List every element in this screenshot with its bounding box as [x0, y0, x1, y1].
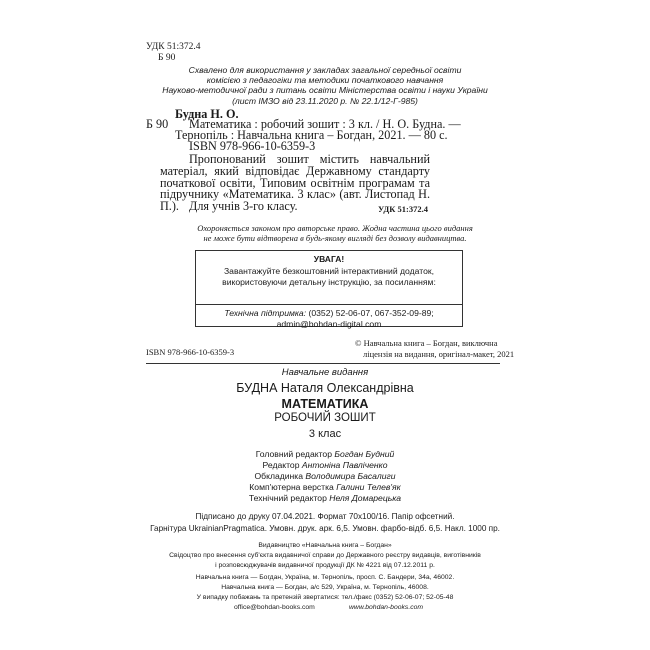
approval-line: Схвалено для використання у закладах загальної середньої освіти [188, 65, 462, 75]
notice-title: УВАГА! [313, 254, 345, 264]
catalog-author: Будна Н. О. [175, 107, 239, 121]
imprint-subtitle: РОБОЧИЙ ЗОШИТ [274, 412, 376, 424]
publisher-website[interactable]: www.bohdan-books.com [349, 604, 424, 611]
credit-role: Комп'ютерна верстка [249, 482, 337, 492]
approval-line: (лист ІМЗО від 23.11.2020 р. № 22.1/12-Г-985) [232, 96, 418, 106]
catalog-audience: Для учнів 3-го класу. [189, 199, 298, 213]
catalog-code: Б 90 [146, 117, 169, 131]
catalog-udk: УДК 51:372.4 [378, 204, 428, 214]
credit-line [0, 483, 650, 492]
publisher-email[interactable]: office@bohdan-books.com [234, 604, 315, 611]
copyright-notice: Охороняється законом про авторське право. Жодна частина цього видання [197, 223, 473, 233]
notice-line: Завантажуйте безкоштовний інтерактивний додаток, [223, 266, 435, 276]
divider [146, 363, 500, 364]
support-email[interactable]: admin@bohdan-digital.com [276, 319, 382, 329]
isbn-bottom: ISBN 978-966-10-6359-3 [146, 347, 235, 357]
credit-name: Галини Телев'як [336, 482, 401, 492]
support-label: Технічна підтримка: [224, 308, 307, 318]
credit-line [0, 472, 650, 481]
credit-name: Неля Домарецька [329, 493, 402, 503]
catalog-isbn: ISBN 978-966-10-6359-3 [189, 139, 316, 153]
credit-name: Антоніна Павліченко [301, 460, 388, 470]
publisher-line: Навчальна книга — Богдан, а/с 529, Україна, м. Тернопіль, 46008. [221, 584, 429, 591]
publisher-line: і розповсюджувачів видавничої продукції ДК № 4221 від 07.12.2011 р. [215, 562, 435, 569]
publisher-line: Свідоцтво про внесення суб'єкта видавничої справи до Державного реєстру видавців, виготівників [169, 552, 481, 559]
notice-divider [196, 304, 462, 305]
credit-name: Володимира Басалиги [305, 471, 396, 481]
support-phones: (0352) 52-06-07, 067-352-09-89; [306, 308, 434, 318]
copyright-notice: не може бути відтворена в будь-якому вигляді без дозволу видавництва. [203, 233, 467, 243]
catalog-publisher-line: Тернопіль : Навчальна книга – Богдан, 2021. — 80 с. [175, 128, 448, 142]
credit-role: Технічний редактор [248, 493, 330, 503]
credit-line [0, 494, 650, 503]
imprint-title: МАТЕМАТИКА [281, 397, 369, 411]
notice-line: використовуючи детальну інструкцію, за посиланням: [222, 277, 436, 287]
notice-box [195, 250, 463, 327]
copyright-line: © Навчальна книга – Богдан, виключна [355, 338, 498, 348]
imprint-grade: 3 клас [308, 428, 342, 440]
library-code: Б 90 [158, 53, 176, 63]
credit-role: Редактор [262, 460, 302, 470]
catalog-description: Пропонований зошит містить навчальний матеріал, який відповідає Державному стандарту початкової освіти, Типовим освітнім програмам та підручнику «Математика. 3 клас» (авт. Листопад Н. П.). [160, 152, 430, 214]
credit-role: Обкладинка [254, 471, 306, 481]
print-info: Підписано до друку 07.04.2021. Формат 70х100/16. Папір офсетний. [195, 512, 455, 521]
catalog-title-line: Математика : робочий зошит : 3 кл. / Н. О. Будна. — [189, 117, 461, 131]
edition-type: Навчальне видання [281, 367, 369, 378]
support-line [196, 309, 462, 318]
udk-code: УДК 51:372.4 [146, 42, 201, 52]
credit-line [0, 461, 650, 470]
credit-role: Головний редактор [255, 449, 335, 459]
publisher-line: Навчальна книга — Богдан, Україна, м. Тернопіль, просп. С. Бандери, 34а, 46002. [195, 574, 455, 581]
credit-name: Богдан Будний [334, 449, 395, 459]
credit-line [0, 450, 650, 459]
copyright-line: ліцензія на видання, оригінал-макет, 2021 [363, 349, 515, 359]
approval-line: комісією з педагогіки та методики початкового навчання [206, 75, 444, 85]
imprint-author: БУДНА Наталя Олександрівна [236, 381, 414, 395]
print-info: Гарнітура UkrainianPragmatica. Умовн. друк. арк. 6,5. Умовн. фарбо-відб. 6,5. Накл. 1000 пр. [150, 524, 500, 533]
publisher-line: У випадку побажань та претензій звертатися: тел./факс (0352) 52-06-07; 52-05-48 [196, 594, 454, 601]
approval-line: Науково-методичної ради з питань освіти Міністерства освіти і науки України [162, 85, 488, 95]
publisher-line: Видавництво «Навчальна книга – Богдан» [258, 542, 392, 549]
